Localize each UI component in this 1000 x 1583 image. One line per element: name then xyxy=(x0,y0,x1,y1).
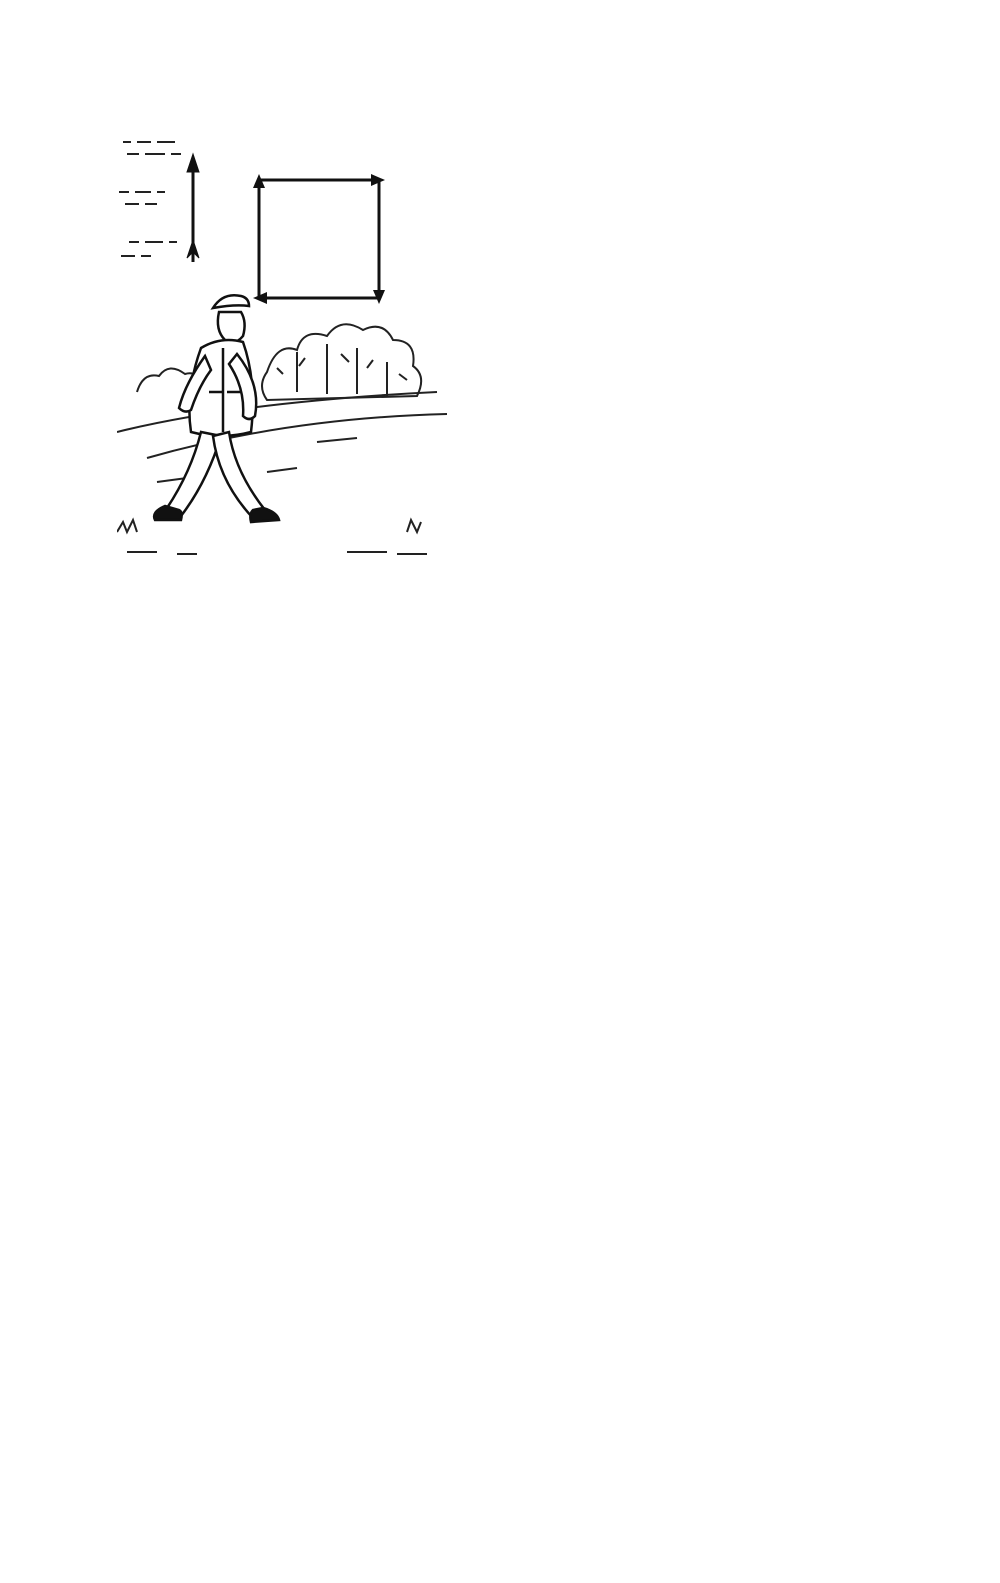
route-square xyxy=(259,180,379,298)
page-content xyxy=(117,122,828,638)
walking-man-illustration xyxy=(117,122,447,562)
bushes xyxy=(137,324,421,400)
grass xyxy=(117,520,427,554)
north-arrow-icon xyxy=(187,154,199,262)
figure-with-wrapped-text xyxy=(117,122,828,638)
wind-lines xyxy=(119,142,181,256)
figure-1 xyxy=(117,122,447,638)
route-arrows-icon xyxy=(253,174,385,304)
road xyxy=(117,392,447,482)
walking-man xyxy=(154,295,279,522)
